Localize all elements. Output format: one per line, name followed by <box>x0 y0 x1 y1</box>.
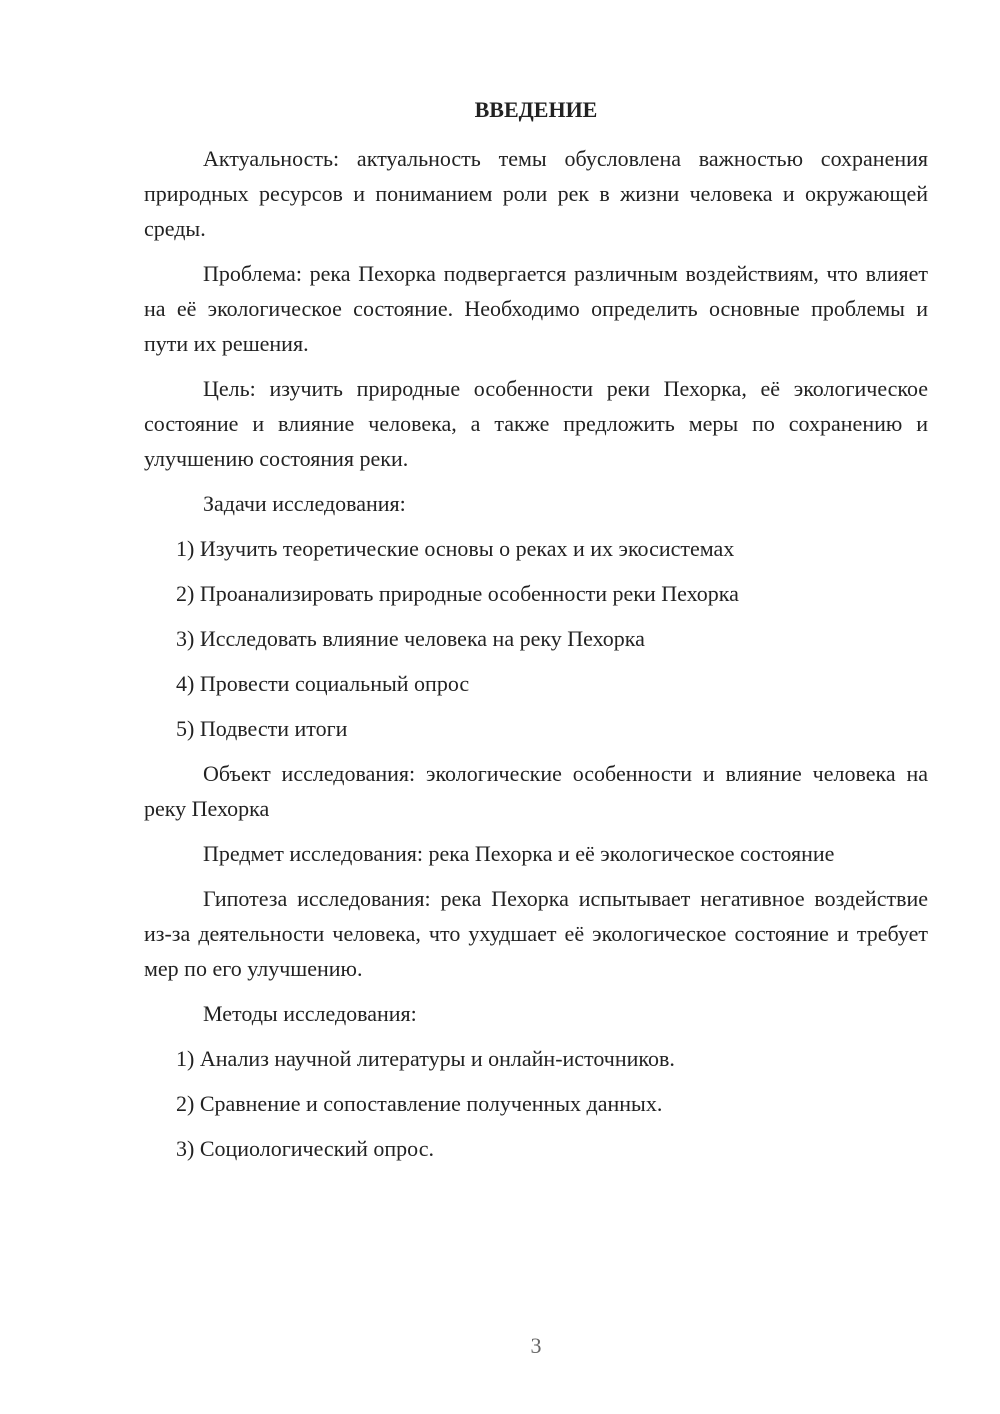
method-item: 2) Сравнение и сопоставление полученных данных. <box>176 1091 663 1116</box>
task-item: 1) Изучить теоретические основы о реках и их экосистемах <box>176 536 735 561</box>
hypothesis-paragraph: Гипотеза исследования: река Пехорка испытывает негативное воздействие из-за деятельности человека, что ухудшает её экологическое состояние и требует мер по его улучшению. <box>144 886 928 981</box>
task-item: 5) Подвести итоги <box>176 716 348 741</box>
goal-paragraph: Цель: изучить природные особенности реки Пехорка, её экологическое состояние и влияние человека, а также предложить меры по сохранению и улучшению состояния реки. <box>144 376 928 471</box>
task-item: 3) Исследовать влияние человека на реку Пехорка <box>176 626 645 651</box>
document-page <box>144 96 928 1176</box>
method-item: 1) Анализ научной литературы и онлайн-источников. <box>176 1046 675 1071</box>
methods-heading: Методы исследования: <box>203 1001 417 1026</box>
tasks-heading: Задачи исследования: <box>203 491 406 516</box>
task-item: 4) Провести социальный опрос <box>176 671 470 696</box>
method-item: 3) Социологический опрос. <box>176 1136 434 1161</box>
relevance-paragraph: Актуальность: актуальность темы обусловлена важностью сохранения природных ресурсов и пониманием роли рек в жизни человека и окружающей среды. <box>144 146 928 241</box>
object-paragraph: Объект исследования: экологические особенности и влияние человека на реку Пехорка <box>144 761 928 821</box>
subject-paragraph: Предмет исследования: река Пехорка и её экологическое состояние <box>203 841 835 866</box>
page-number: 3 <box>530 1333 542 1358</box>
problem-paragraph: Проблема: река Пехорка подвергается различным воздействиям, что влияет на её экологическое состояние. Необходимо определить основные проблемы и пути их решения. <box>144 261 928 356</box>
task-item: 2) Проанализировать природные особенности реки Пехорка <box>176 581 739 606</box>
section-title: ВВЕДЕНИЕ <box>474 97 598 122</box>
